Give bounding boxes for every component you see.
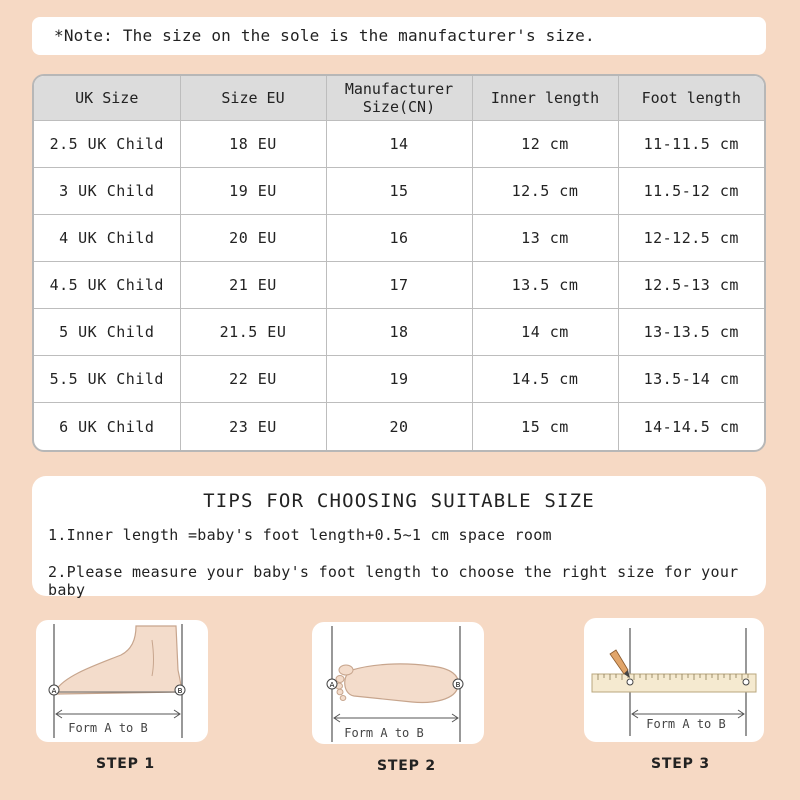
step-1-label: STEP 1 [96, 756, 155, 772]
table-row [34, 356, 764, 403]
tips-panel [32, 476, 766, 599]
cell-foot-length: 13-13.5 cm [618, 309, 764, 356]
cell-foot-length: 12.5-13 cm [618, 261, 764, 308]
cell-size-eu: 20 EU [180, 214, 326, 261]
cell-inner-length: 12 cm [472, 120, 618, 167]
cell-manufacturer-size: 18 [326, 309, 472, 356]
table-row [34, 403, 764, 450]
point-b-label: B [455, 681, 461, 689]
step-3-label: STEP 3 [651, 756, 710, 772]
step-2-caption: Form A to B [344, 726, 424, 740]
header-uk-size: UK Size [34, 76, 180, 120]
cell-size-eu: 22 EU [180, 356, 326, 403]
cell-uk-size: 6 UK Child [34, 403, 180, 450]
cell-size-eu: 23 EU [180, 403, 326, 450]
cell-size-eu: 19 EU [180, 167, 326, 214]
cell-size-eu: 18 EU [180, 120, 326, 167]
cell-manufacturer-size: 14 [326, 120, 472, 167]
foot-side-icon [36, 620, 208, 742]
cell-size-eu: 21 EU [180, 261, 326, 308]
table-row [34, 214, 764, 261]
footprint-icon [312, 622, 484, 744]
step-3-caption: Form A to B [646, 717, 726, 731]
point-b-label: B [177, 687, 183, 695]
step-3-illustration [584, 618, 764, 742]
table-row [34, 261, 764, 308]
cell-inner-length: 13 cm [472, 214, 618, 261]
header-manufacturer-size: Manufacturer Size(CN) [326, 76, 472, 120]
size-chart-table [32, 74, 766, 452]
cell-inner-length: 14 cm [472, 309, 618, 356]
step-1-caption: Form A to B [68, 721, 148, 735]
step-2-illustration [312, 622, 484, 744]
cell-manufacturer-size: 20 [326, 403, 472, 450]
tips-title: TIPS FOR CHOOSING SUITABLE SIZE [203, 490, 595, 512]
cell-uk-size: 5 UK Child [34, 309, 180, 356]
cell-inner-length: 14.5 cm [472, 356, 618, 403]
header-foot-length: Foot length [618, 76, 764, 120]
header-inner-length: Inner length [472, 76, 618, 120]
cell-manufacturer-size: 19 [326, 356, 472, 403]
tip-item: 1.Inner length =baby's foot length+0.5~1 cm space room [48, 526, 552, 544]
table-row [34, 120, 764, 167]
cell-uk-size: 2.5 UK Child [34, 120, 180, 167]
cell-uk-size: 5.5 UK Child [34, 356, 180, 403]
tip-item: 2.Please measure your baby's foot length to choose the right size for your baby [48, 563, 739, 599]
cell-manufacturer-size: 15 [326, 167, 472, 214]
table-header-row [34, 76, 764, 120]
ruler-icon [584, 618, 764, 742]
table-row [34, 309, 764, 356]
point-a-label: A [329, 681, 335, 689]
point-a-label: A [51, 687, 57, 695]
size-note: *Note: The size on the sole is the manufacturer's size. [32, 17, 766, 55]
header-size-eu: Size EU [180, 76, 326, 120]
cell-foot-length: 11.5-12 cm [618, 167, 764, 214]
cell-inner-length: 13.5 cm [472, 261, 618, 308]
step-1-illustration [36, 620, 208, 742]
step-2-label: STEP 2 [377, 758, 436, 774]
cell-foot-length: 13.5-14 cm [618, 356, 764, 403]
cell-foot-length: 12-12.5 cm [618, 214, 764, 261]
cell-uk-size: 3 UK Child [34, 167, 180, 214]
cell-size-eu: 21.5 EU [180, 309, 326, 356]
cell-foot-length: 11-11.5 cm [618, 120, 764, 167]
cell-inner-length: 12.5 cm [472, 167, 618, 214]
cell-manufacturer-size: 16 [326, 214, 472, 261]
cell-foot-length: 14-14.5 cm [618, 403, 764, 450]
cell-uk-size: 4.5 UK Child [34, 261, 180, 308]
cell-inner-length: 15 cm [472, 403, 618, 450]
table-row [34, 167, 764, 214]
cell-uk-size: 4 UK Child [34, 214, 180, 261]
cell-manufacturer-size: 17 [326, 261, 472, 308]
